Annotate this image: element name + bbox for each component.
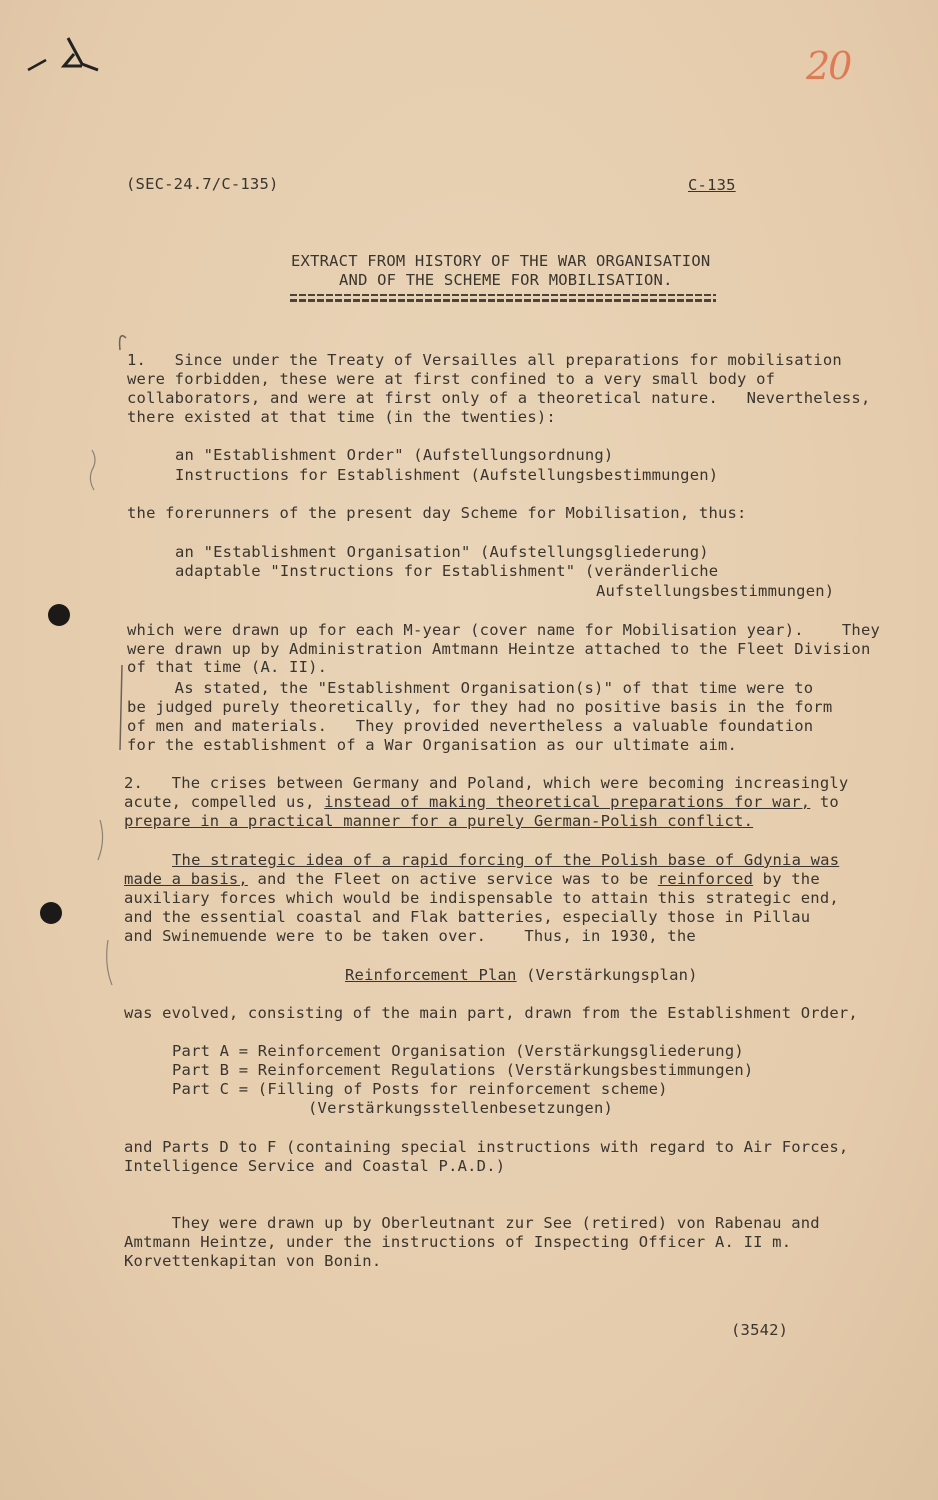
part-a: Part A = Reinforcement Organisation (Verstärkungsgliederung) bbox=[172, 1042, 744, 1060]
which-line: which were drawn up for each M-year (cover name for Mobilisation year). They bbox=[127, 621, 881, 639]
forerunners-line: the forerunners of the present day Scheme for Mobilisation, thus: bbox=[127, 504, 747, 522]
list1-line: an "Establishment Order" (Aufstellungsordnung) bbox=[175, 446, 614, 464]
para2-line: 2. The crises between Germany and Poland, which were becoming increasingly bbox=[124, 774, 849, 792]
title-double-rule bbox=[290, 294, 716, 302]
footer-number: (3542) bbox=[731, 1321, 789, 1339]
para1-line: collaborators, and were at first only of a theoretical nature. Nevertheless, bbox=[127, 389, 871, 407]
document-reference: (SEC-24.7/C-135) bbox=[126, 175, 279, 193]
part-c-german: (Verstärkungsstellenbesetzungen) bbox=[308, 1099, 614, 1117]
drawn-up-line: Amtmann Heintze, under the instructions of Inspecting Officer A. II m. bbox=[124, 1233, 792, 1251]
handwritten-mark-icon bbox=[24, 36, 104, 80]
para3-line: auxiliary forces which would be indispensable to attain this strategic end, bbox=[124, 889, 839, 907]
which-line: were drawn up by Administration Amtmann Heintze attached to the Fleet Division bbox=[127, 640, 871, 658]
para1-line: 1. Since under the Treaty of Versailles all preparations for mobilisation bbox=[127, 351, 842, 369]
margin-bracket-mark bbox=[88, 820, 114, 990]
part-b: Part B = Reinforcement Regulations (Verstärkungsbestimmungen) bbox=[172, 1061, 754, 1079]
para3-line: made a basis, and the Fleet on active service was to be reinforced by the bbox=[124, 870, 820, 888]
drawn-up-line: Korvettenkapitan von Bonin. bbox=[124, 1252, 382, 1270]
para2-line: acute, compelled us, instead of making theoretical preparations for war, to bbox=[124, 793, 839, 811]
evolved-line: was evolved, consisting of the main part, drawn from the Establishment Order, bbox=[124, 1004, 858, 1022]
list2-line: adaptable "Instructions for Establishment" (veränderliche bbox=[175, 562, 719, 580]
as-stated-line: of men and materials. They provided nevertheless a valuable foundation bbox=[127, 717, 814, 735]
title-line-2: AND OF THE SCHEME FOR MOBILISATION. bbox=[339, 271, 673, 289]
para3-line: and the essential coastal and Flak batteries, especially those in Pillau bbox=[124, 908, 811, 926]
drawn-up-line: They were drawn up by Oberleutnant zur See (retired) von Rabenau and bbox=[124, 1214, 820, 1232]
parts-df-line: Intelligence Service and Coastal P.A.D.) bbox=[124, 1157, 506, 1175]
list1-line: Instructions for Establishment (Aufstellungsbestimmungen) bbox=[175, 466, 719, 484]
which-line: of that time (A. II). bbox=[127, 658, 328, 676]
as-stated-line: be judged purely theoretically, for they had no positive basis in the form bbox=[127, 698, 833, 716]
margin-bracket-mark bbox=[86, 440, 106, 500]
part-c: Part C = (Filling of Posts for reinforcement scheme) bbox=[172, 1080, 668, 1098]
as-stated-line: for the establishment of a War Organisation as our ultimate aim. bbox=[127, 736, 738, 754]
punch-hole bbox=[40, 902, 62, 924]
para3-line: and Swinemuende were to be taken over. Thus, in 1930, the bbox=[124, 927, 696, 945]
para3-line: The strategic idea of a rapid forcing of the Polish base of Gdynia was bbox=[172, 851, 840, 869]
list2-line: Aufstellungsbestimmungen) bbox=[596, 582, 835, 600]
para2-line: prepare in a practical manner for a purely German-Polish conflict. bbox=[124, 812, 754, 830]
para1-line: were forbidden, these were at first confined to a very small body of bbox=[127, 370, 776, 388]
list2-line: an "Establishment Organisation" (Aufstellungsgliederung) bbox=[175, 543, 709, 561]
para1-line: there existed at that time (in the twenties): bbox=[127, 408, 556, 426]
handwritten-page-number: 20 bbox=[806, 44, 851, 88]
reinforcement-plan-heading: Reinforcement Plan (Verstärkungsplan) bbox=[345, 966, 698, 984]
as-stated-line: As stated, the "Establishment Organisation(s)" of that time were to bbox=[127, 679, 814, 697]
margin-bracket-mark bbox=[108, 320, 138, 780]
title-line-1: EXTRACT FROM HISTORY OF THE WAR ORGANISATION bbox=[291, 252, 711, 270]
punch-hole bbox=[48, 604, 70, 626]
parts-df-line: and Parts D to F (containing special instructions with regard to Air Forces, bbox=[124, 1138, 849, 1156]
document-id: C-135 bbox=[688, 176, 736, 194]
